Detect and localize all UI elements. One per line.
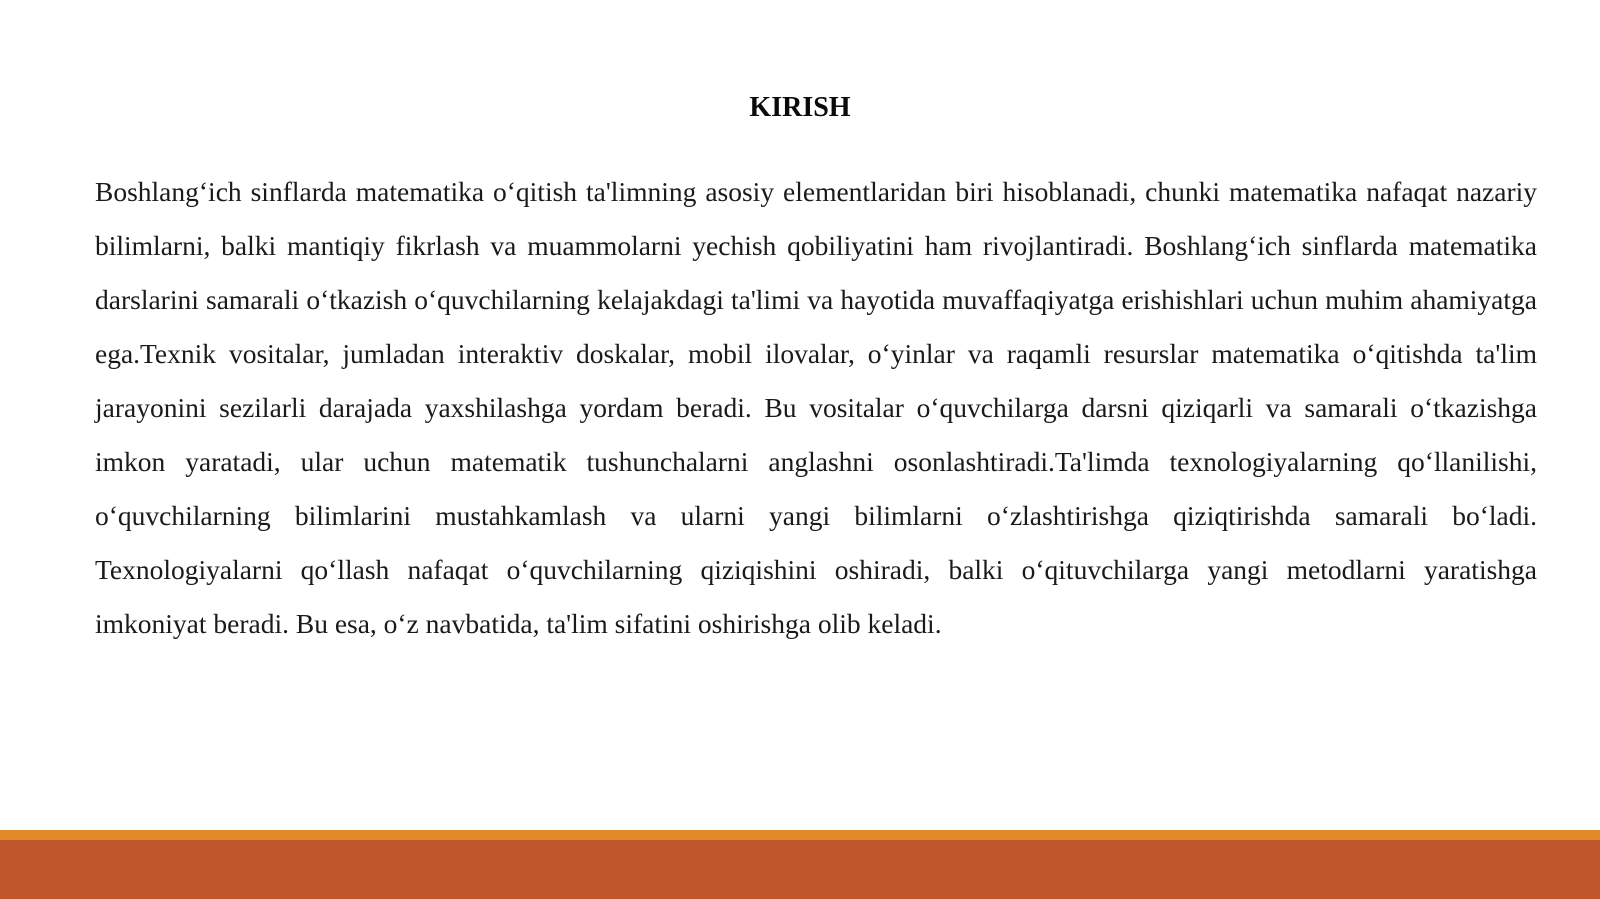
footer-band: [0, 830, 1600, 899]
footer-main-bar: [0, 840, 1600, 899]
footer-accent-stripe: [0, 830, 1600, 840]
slide-body-text: Boshlang‘ich sinflarda matematika o‘qitish ta'limning asosiy elementlaridan biri hisoblanadi, chunki matematika nafaqat nazariy bilimlarni, balki mantiqiy fikrlash va muammolarni yechish qobiliyatini ham rivojlantiradi. Boshlang‘ich sinflarda matematika darslarini samarali o‘tkazish o‘quvchilarning kelajakdagi ta'limi va hayotida muvaffaqiyatga erishishlari uchun muhim ahamiyatga ega.Texnik vositalar, jumladan interaktiv doskalar, mobil ilovalar, o‘yinlar va raqamli resurslar matematika o‘qitishda ta'lim jarayonini sezilarli darajada yaxshilashga yordam beradi. Bu vositalar o‘quvchilarga darsni qiziqarli va samarali o‘tkazishga imkon yaratadi, ular uchun matematik tushunchalarni anglashni osonlashtiradi.Ta'limda texnologiyalarning qo‘llanilishi, o‘quvchilarning bilimlarini mustahkamlash va ularni yangi bilimlarni o‘zlashtirishga qiziqtirishda samarali bo‘ladi. Texnologiyalarni qo‘llash nafaqat o‘quvchilarning qiziqishini oshiradi, balki o‘qituvchilarga yangi metodlarni yaratishga imkoniyat beradi. Bu esa, o‘z navbatida, ta'lim sifatini oshirishga olib keladi.: [95, 176, 1537, 639]
slide-title: KIRISH: [749, 92, 851, 123]
